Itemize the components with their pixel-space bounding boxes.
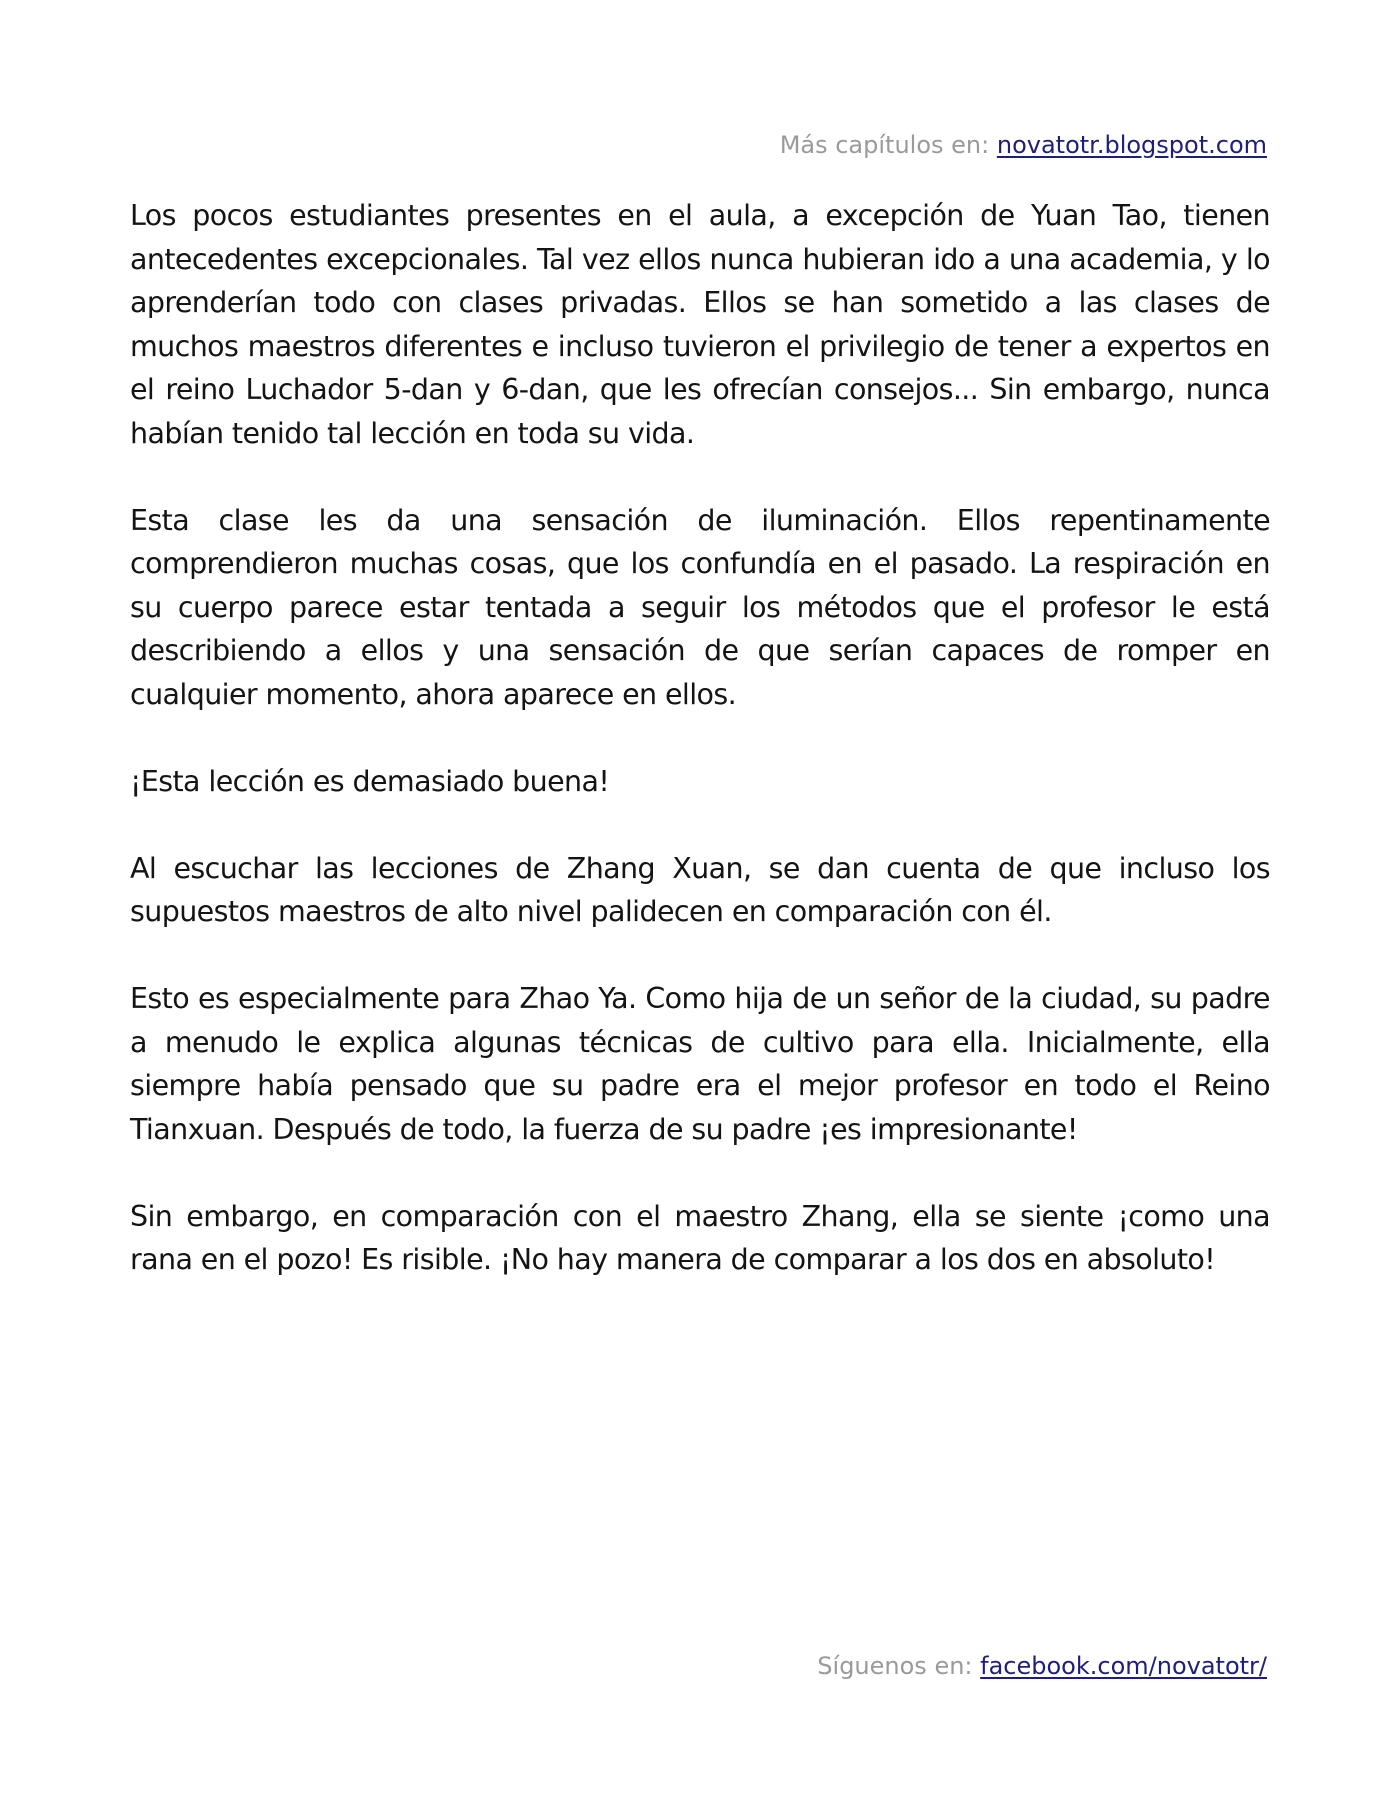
paragraph-1: Los pocos estudiantes presentes en el aula, a excepción de Yuan Tao, tienen antecedentes excepcionales. Tal vez ellos nunca hubieran ido a una academia, y lo aprenderían todo con clases privadas. Ellos se han sometido a las clases de muchos maestros diferentes e incluso tuvieron el privilegio de tener a expertos en el reino Luchador 5-dan y 6-dan, que les ofrecían consejos... Sin embargo, nunca habían tenido tal lección en toda su vida. [130,199,1270,450]
paragraph-6: Sin embargo, en comparación con el maestro Zhang, ella se siente ¡como una rana en el pozo! Es risible. ¡No hay manera de comparar a los dos en absoluto! [130,1199,1270,1276]
facebook-link[interactable]: facebook.com/novatotr/ [980,1652,1267,1680]
paragraph-2: Esta clase les da una sensación de iluminación. Ellos repentinamente comprendieron muchas cosas, que los confundía en el pasado. La respiración en su cuerpo parece estar tentada a seguir los métodos que el profesor le está describiendo a ellos y una sensación de que serían capaces de romper en cualquier momento, ahora aparece en ellos. [130,503,1270,711]
footer-prefix: Síguenos en: [817,1652,973,1680]
header-prefix: Más capítulos en: [779,131,990,159]
chapter-body [130,194,1270,1325]
paragraph-3: ¡Esta lección es demasiado buena! [130,764,610,798]
blog-link[interactable]: novatotr.blogspot.com [996,131,1267,159]
footer-promo [817,1651,1267,1681]
paragraph-4: Al escuchar las lecciones de Zhang Xuan, se dan cuenta de que incluso los supuestos maestros de alto nivel palidecen en comparación con él. [130,851,1270,928]
paragraph-5: Esto es especialmente para Zhao Ya. Como hija de un señor de la ciudad, su padre a menudo le explica algunas técnicas de cultivo para ella. Inicialmente, ella siempre había pensado que su padre era el mejor profesor en todo el Reino Tianxuan. Después de todo, la fuerza de su padre ¡es impresionante! [130,982,1270,1146]
header-promo [780,130,1267,160]
